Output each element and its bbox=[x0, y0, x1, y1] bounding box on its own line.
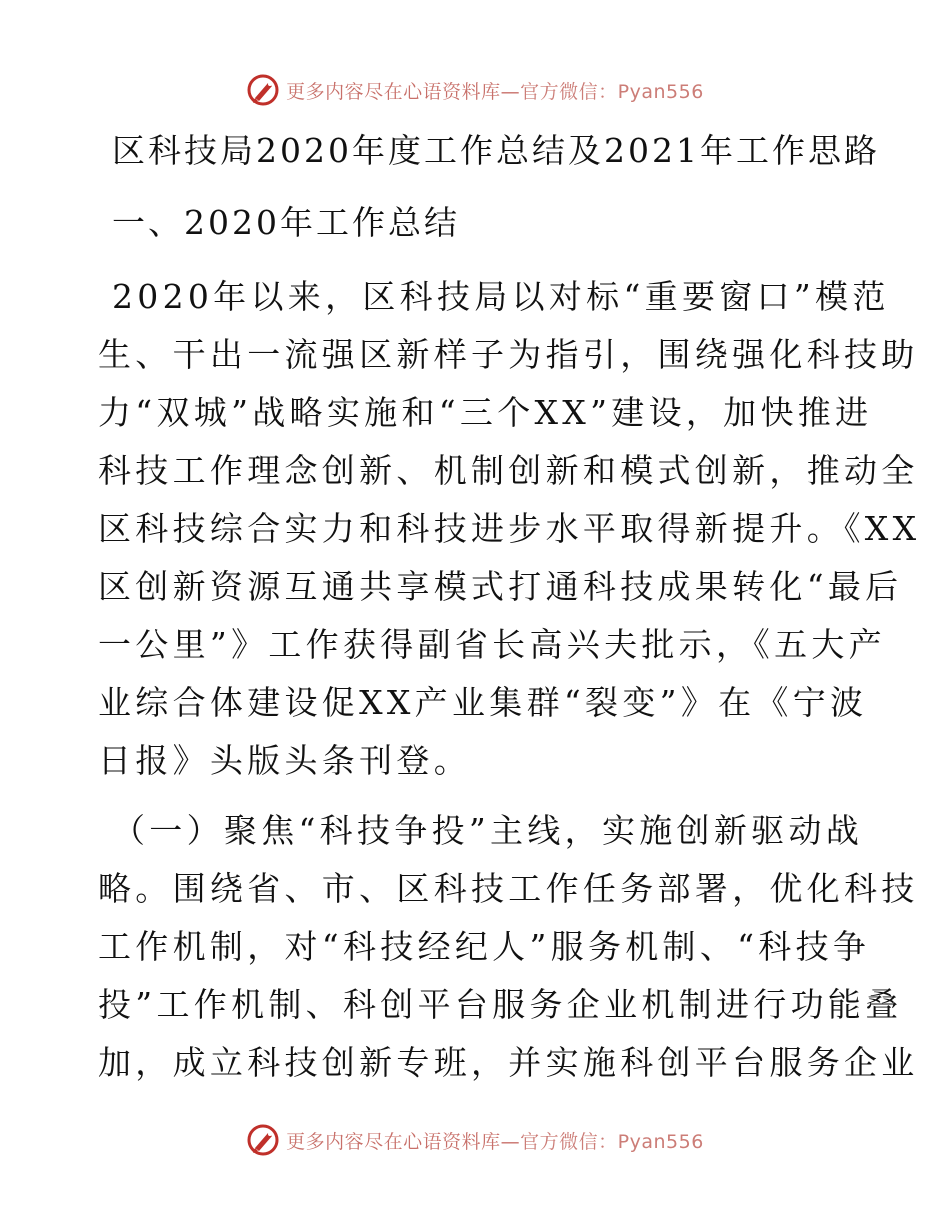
paragraph-line: （一）聚焦“科技争投”主线，实施创新驱动战 bbox=[112, 811, 864, 850]
watermark-dash: — bbox=[500, 80, 521, 103]
pen-logo-icon bbox=[246, 1123, 280, 1157]
watermark-main: 更多内容尽在心语资料库 bbox=[286, 1130, 501, 1153]
paragraph-line: 日报》头版头条刊登。 bbox=[98, 741, 471, 780]
watermark-text bbox=[286, 1127, 704, 1154]
paragraph-line: 力“双城”战略实施和“三个XX”建设，加快推进 bbox=[98, 393, 873, 432]
paragraph-line: 一公里”》工作获得副省长高兴夫批示，《五大产 bbox=[98, 625, 886, 664]
paragraph-line: 业综合体建设促XX产业集群“裂变”》在《宁波 bbox=[98, 683, 868, 722]
paragraph-line: 区创新资源互通共享模式打通科技成果转化“最后 bbox=[98, 567, 903, 606]
paragraph-line: 加，成立科技创新专班，并实施科创平台服务企业 bbox=[98, 1043, 919, 1082]
paragraph-line: 工作机制，对“科技经纪人”服务机制、“科技争 bbox=[98, 927, 871, 966]
pen-logo-icon bbox=[246, 73, 280, 107]
watermark-wechat: 官方微信：Pyan556 bbox=[520, 80, 704, 103]
paragraph-line: 区科技综合实力和科技进步水平取得新提升。《XX bbox=[98, 509, 921, 548]
paragraph-line: 生、干出一流强区新样子为指引，围绕强化科技助 bbox=[98, 335, 919, 374]
paragraph-line: 科技工作理念创新、机制创新和模式创新，推动全 bbox=[98, 451, 919, 490]
paragraph-line: 投”工作机制、科创平台服务企业机制进行功能叠 bbox=[98, 985, 903, 1024]
section-heading: 一、2020年工作总结 bbox=[112, 203, 460, 242]
watermark-main: 更多内容尽在心语资料库 bbox=[286, 80, 501, 103]
footer-watermark bbox=[0, 1120, 950, 1160]
paragraph-line: 2020年以来，区科技局以对标“重要窗口”模范 bbox=[112, 277, 890, 316]
document-title: 区科技局2020年度工作总结及2021年工作思路 bbox=[112, 131, 880, 170]
watermark-wechat: 官方微信：Pyan556 bbox=[520, 1130, 704, 1153]
header-watermark bbox=[0, 70, 950, 110]
watermark-text bbox=[286, 77, 704, 104]
paragraph-line: 略。围绕省、市、区科技工作任务部署，优化科技 bbox=[98, 869, 919, 908]
watermark-dash: — bbox=[500, 1130, 521, 1153]
